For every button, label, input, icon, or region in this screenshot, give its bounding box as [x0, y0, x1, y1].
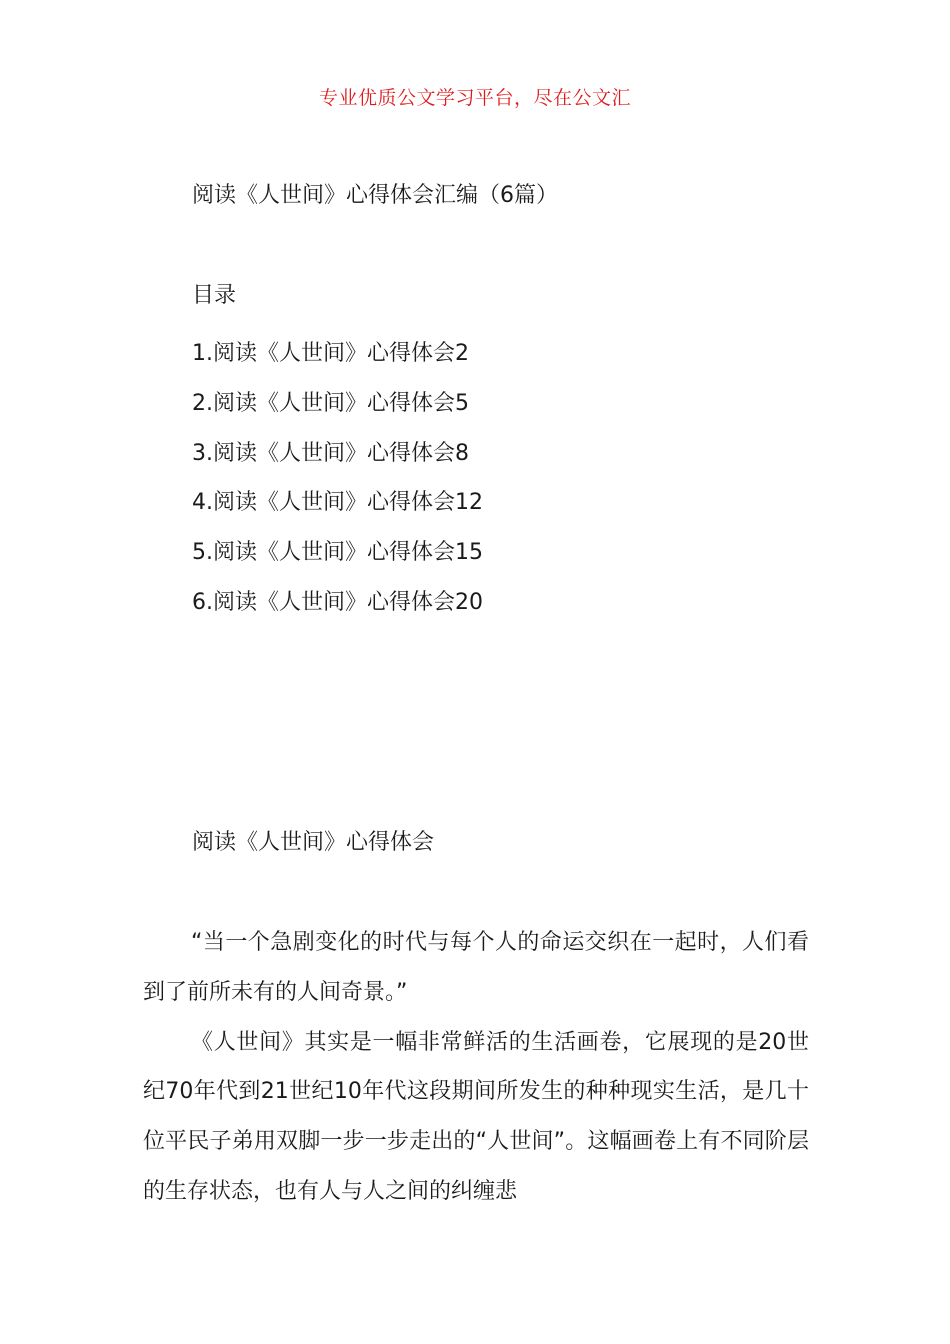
- toc-item-4[interactable]: 4.阅读《人世间》心得体会12: [192, 490, 483, 516]
- paragraph-quote: “当一个急剧变化的时代与每个人的命运交织在一起时，人们看到了前所未有的人间奇景。”: [143, 930, 809, 1005]
- paragraph-intro: 《人世间》其实是一幅非常鲜活的生活画卷，它展现的是20世纪70年代到21世纪10年代这段期间所发生的种种现实生活，是几十位平民子弟用双脚一步一步走出的“人世间”。这幅画卷上有不同阶层的生存状态，也有人与人之间的纠缠悲: [143, 1029, 809, 1204]
- toc-item-3[interactable]: 3.阅读《人世间》心得体会8: [192, 440, 469, 466]
- document-title: 阅读《人世间》心得体会汇编（6篇）: [192, 183, 558, 208]
- section-body: [143, 918, 809, 1217]
- table-of-contents: [192, 329, 483, 628]
- section-title: 阅读《人世间》心得体会: [192, 830, 435, 855]
- toc-heading: 目录: [192, 283, 237, 308]
- toc-item-2[interactable]: 2.阅读《人世间》心得体会5: [192, 390, 469, 416]
- header-banner: 专业优质公文学习平台，尽在公文汇: [318, 87, 631, 109]
- toc-item-5[interactable]: 5.阅读《人世间》心得体会15: [192, 540, 483, 566]
- toc-item-1[interactable]: 1.阅读《人世间》心得体会2: [192, 341, 469, 366]
- toc-item-6[interactable]: 6.阅读《人世间》心得体会20: [192, 589, 483, 615]
